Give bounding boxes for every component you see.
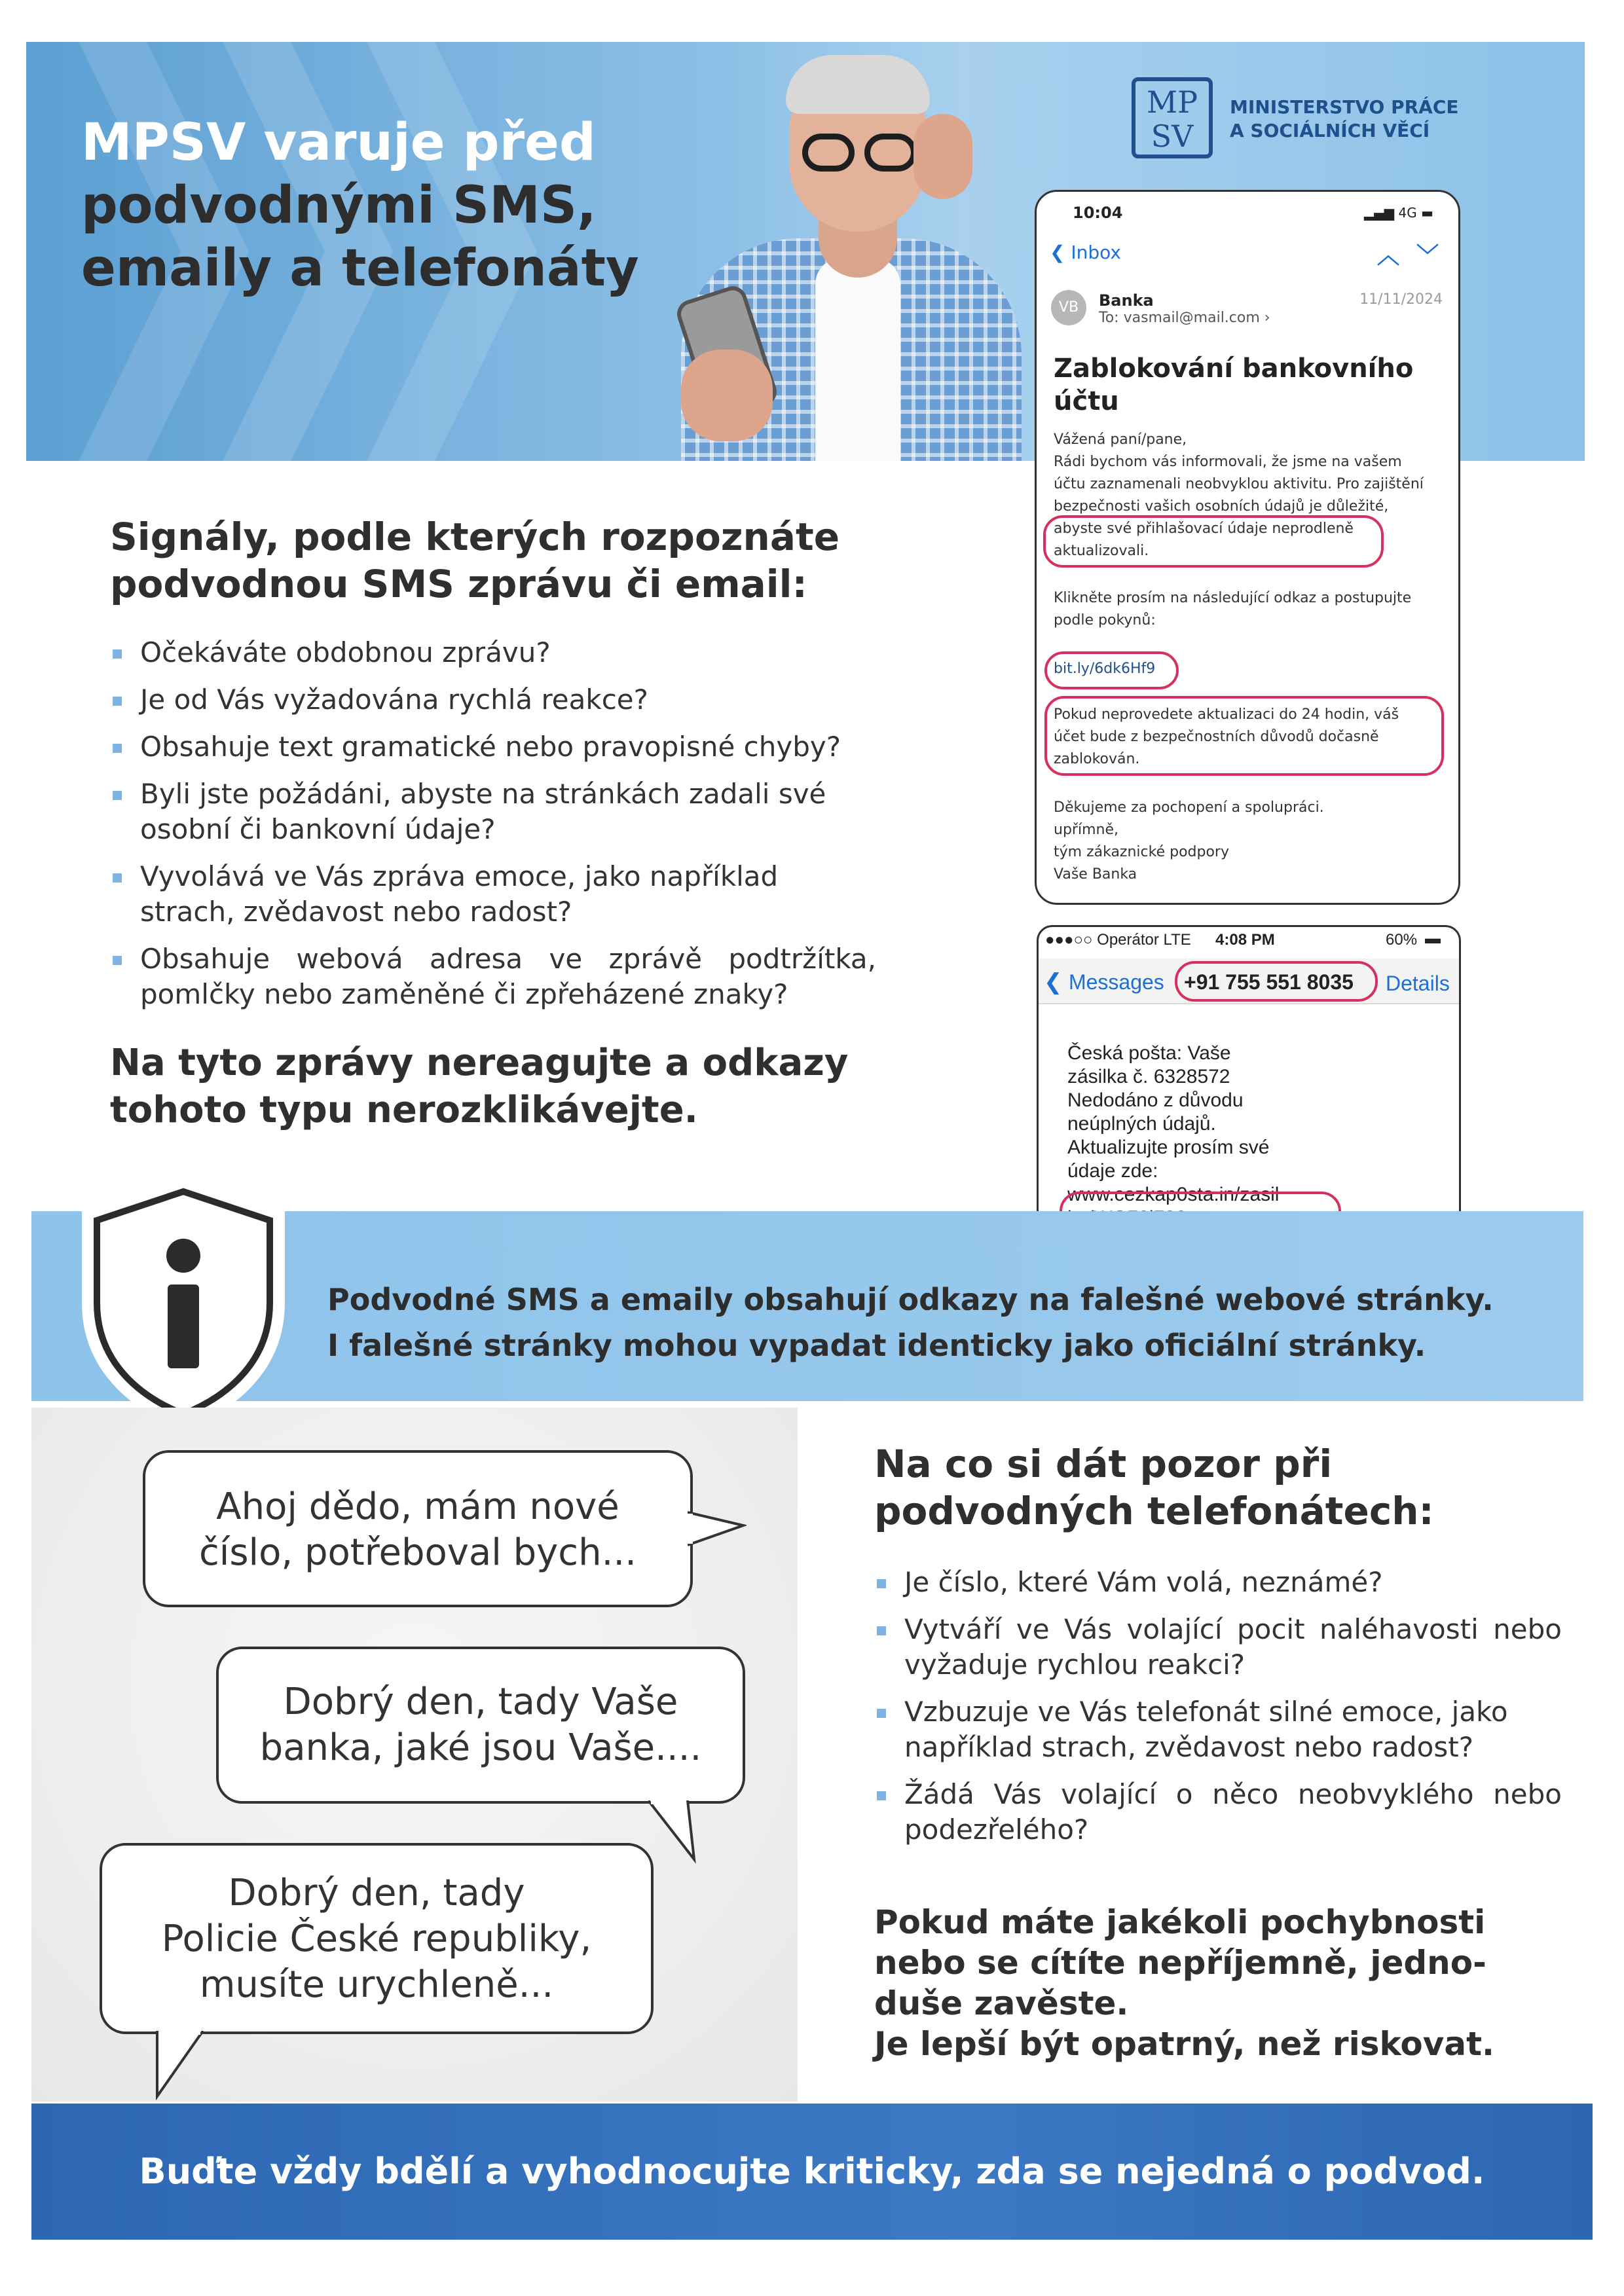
email-subject: Zablokování bankovního účtu xyxy=(1054,354,1414,416)
signals-heading: Signály, podle kterých rozpoznáte podvodnou SMS zprávu či email: xyxy=(110,515,840,606)
sms-phone-mockup xyxy=(1037,925,1461,1256)
email-text-line: bezpečnosti vašich osobních údajů je důležité, xyxy=(1054,498,1389,515)
highlight-ring xyxy=(1043,515,1384,568)
info-shield-icon xyxy=(72,1172,295,1434)
email-text-line: abyste své přihlašovací údaje neprodleně xyxy=(1054,520,1354,537)
list-item: Očekáváte obdobnou zprávu? xyxy=(110,635,876,670)
chevron-left-icon: ❮ xyxy=(1044,970,1063,994)
status-battery: 60% xyxy=(1386,931,1418,949)
bubble-tail xyxy=(648,1800,707,1866)
list-item: Je od Vás vyžadována rychlá reakce? xyxy=(110,682,876,718)
email-signoff: upřímně, xyxy=(1054,822,1118,838)
speech-bubble-grandson: Ahoj dědo, mám nové číslo, potřeboval bych... xyxy=(143,1450,693,1607)
page-title: MPSV varuje před podvodnými SMS, emaily a telefonáty xyxy=(81,113,639,298)
email-greeting: Vážená paní/pane, xyxy=(1054,431,1187,448)
email-signoff: Děkujeme za pochopení a spolupráci. xyxy=(1054,799,1324,816)
highlight-ring xyxy=(1044,696,1444,776)
email-sender: Banka xyxy=(1099,291,1154,310)
calls-warning: Pokud máte jakékoli pochybnosti nebo se cítíte nepříjemně, jedno- duše zavěste. Je lepší být opatrný, než riskovat. xyxy=(874,1903,1494,2063)
email-text-line: aktualizovali. xyxy=(1054,543,1149,559)
email-text-line: účtu zaznamenali neobvyklou aktivitu. Pro zajištění xyxy=(1054,476,1424,492)
chevron-left-icon: ❮ xyxy=(1050,242,1065,263)
calls-heading: Na co si dát pozor při podvodných telefonátech: xyxy=(874,1442,1434,1533)
speech-bubble-police: Dobrý den, tady Policie České republiky, musíte urychleně... xyxy=(100,1843,654,2034)
phishing-link[interactable]: bit.ly/6dk6Hf9 xyxy=(1054,661,1156,677)
mpsv-logo xyxy=(1132,77,1498,162)
email-text-line: účet bude z bezpečnostních důvodů dočasně xyxy=(1054,729,1379,745)
logo-name: MINISTERSTVO PRÁCE A SOCIÁLNÍCH VĚCÍ xyxy=(1230,96,1459,141)
list-item: Obsahuje webová adresa ve zprávě podtržítka, pomlčky nebo zaměněné či zpřeházené znaky? xyxy=(110,941,876,1012)
battery-icon: ▬ xyxy=(1425,930,1441,947)
email-text-line: Klikněte prosím na následující odkaz a postupujte xyxy=(1054,590,1412,606)
info-band-text: Podvodné SMS a emaily obsahují odkazy na falešné webové stránky. I falešné stránky mohou vypadat identicky jako oficiální stránky. xyxy=(327,1282,1494,1363)
messages-back-button[interactable]: ❮ Messages xyxy=(1044,970,1164,994)
bubble-tail xyxy=(151,2031,216,2103)
list-item: Vytváří ve Vás volající pocit naléhavosti nebo vyžaduje rychlou reakci? xyxy=(874,1612,1562,1683)
email-phone-mockup xyxy=(1035,190,1460,905)
list-item: Byli jste požádáni, abyste na stránkách zadali své osobní či bankovní údaje? xyxy=(110,776,876,847)
status-carrier: ●●●○○ Operátor LTE xyxy=(1045,931,1191,949)
list-item: Vzbuzuje ve Vás telefonát silné emoce, jako například strach, zvědavost nebo radost? xyxy=(874,1694,1562,1765)
highlight-ring xyxy=(1175,961,1378,1002)
highlight-ring xyxy=(1044,651,1179,689)
sms-message-body: Česká pošta: Vaše zásilka č. 6328572 Nedodáno z důvodu neúplných údajů. Aktualizujte prosím své údaje zde: www.cezkap0sta.in/zasil xyxy=(1067,1042,1434,1230)
avatar: VB xyxy=(1051,290,1086,325)
status-time: 4:08 PM xyxy=(1215,931,1275,949)
sms-phishing-link[interactable]: www.cezkap0sta.in/zasil xyxy=(1067,1184,1280,1205)
list-item: Obsahuje text gramatické nebo pravopisné chyby? xyxy=(110,729,876,765)
calls-list xyxy=(874,1565,1562,1859)
chevron-right-icon: › xyxy=(1264,310,1270,326)
inbox-back-button[interactable]: ❮ Inbox xyxy=(1050,242,1121,263)
list-item: Je číslo, které Vám volá, neznámé? xyxy=(874,1565,1562,1600)
email-text-line: zablokován. xyxy=(1054,751,1140,767)
signals-list xyxy=(110,635,876,1024)
status-time: 10:04 xyxy=(1073,204,1123,222)
signals-warning: Na tyto zprávy nereagujte a odkazy tohoto typu nerozklikávejte. xyxy=(110,1042,849,1131)
list-item: Žádá Vás volající o něco neobvyklého nebo podezřelého? xyxy=(874,1777,1562,1848)
bubble-tail xyxy=(688,1506,747,1558)
email-recipient: To: vasmail@mail.com › xyxy=(1099,310,1270,326)
email-signoff: tým zákaznické podpory xyxy=(1054,844,1229,860)
email-signoff: Vaše Banka xyxy=(1054,866,1137,883)
list-item: Vyvolává ve Vás zpráva emoce, jako například strach, zvědavost nebo radost? xyxy=(110,859,876,930)
details-button[interactable]: Details xyxy=(1386,972,1450,995)
email-text-line: podle pokynů: xyxy=(1054,612,1156,629)
status-bar xyxy=(1039,927,1459,953)
speech-bubble-bank: Dobrý den, tady Vaše banka, jaké jsou Vaše.... xyxy=(216,1647,745,1804)
chevron-down-icon[interactable]: ﹀ xyxy=(1416,243,1439,269)
footer-banner: Buďte vždy bdělí a vyhodnocujte kriticky, zda se nejedná o podvod. xyxy=(31,2104,1593,2240)
chevron-up-icon[interactable]: ︿ xyxy=(1377,243,1399,269)
sender-number: +91 755 551 8035 xyxy=(1184,970,1354,994)
email-date: 11/11/2024 xyxy=(1359,291,1443,308)
email-text-line: Pokud neprovedete aktualizaci do 24 hodin, váš xyxy=(1054,706,1399,723)
email-text-line: Rádi bychom vás informovali, že jsme na vašem xyxy=(1054,454,1402,470)
logo-mark: MP SV xyxy=(1132,77,1213,158)
status-signal: ▂▄▆ 4G ▬ xyxy=(1364,205,1433,221)
